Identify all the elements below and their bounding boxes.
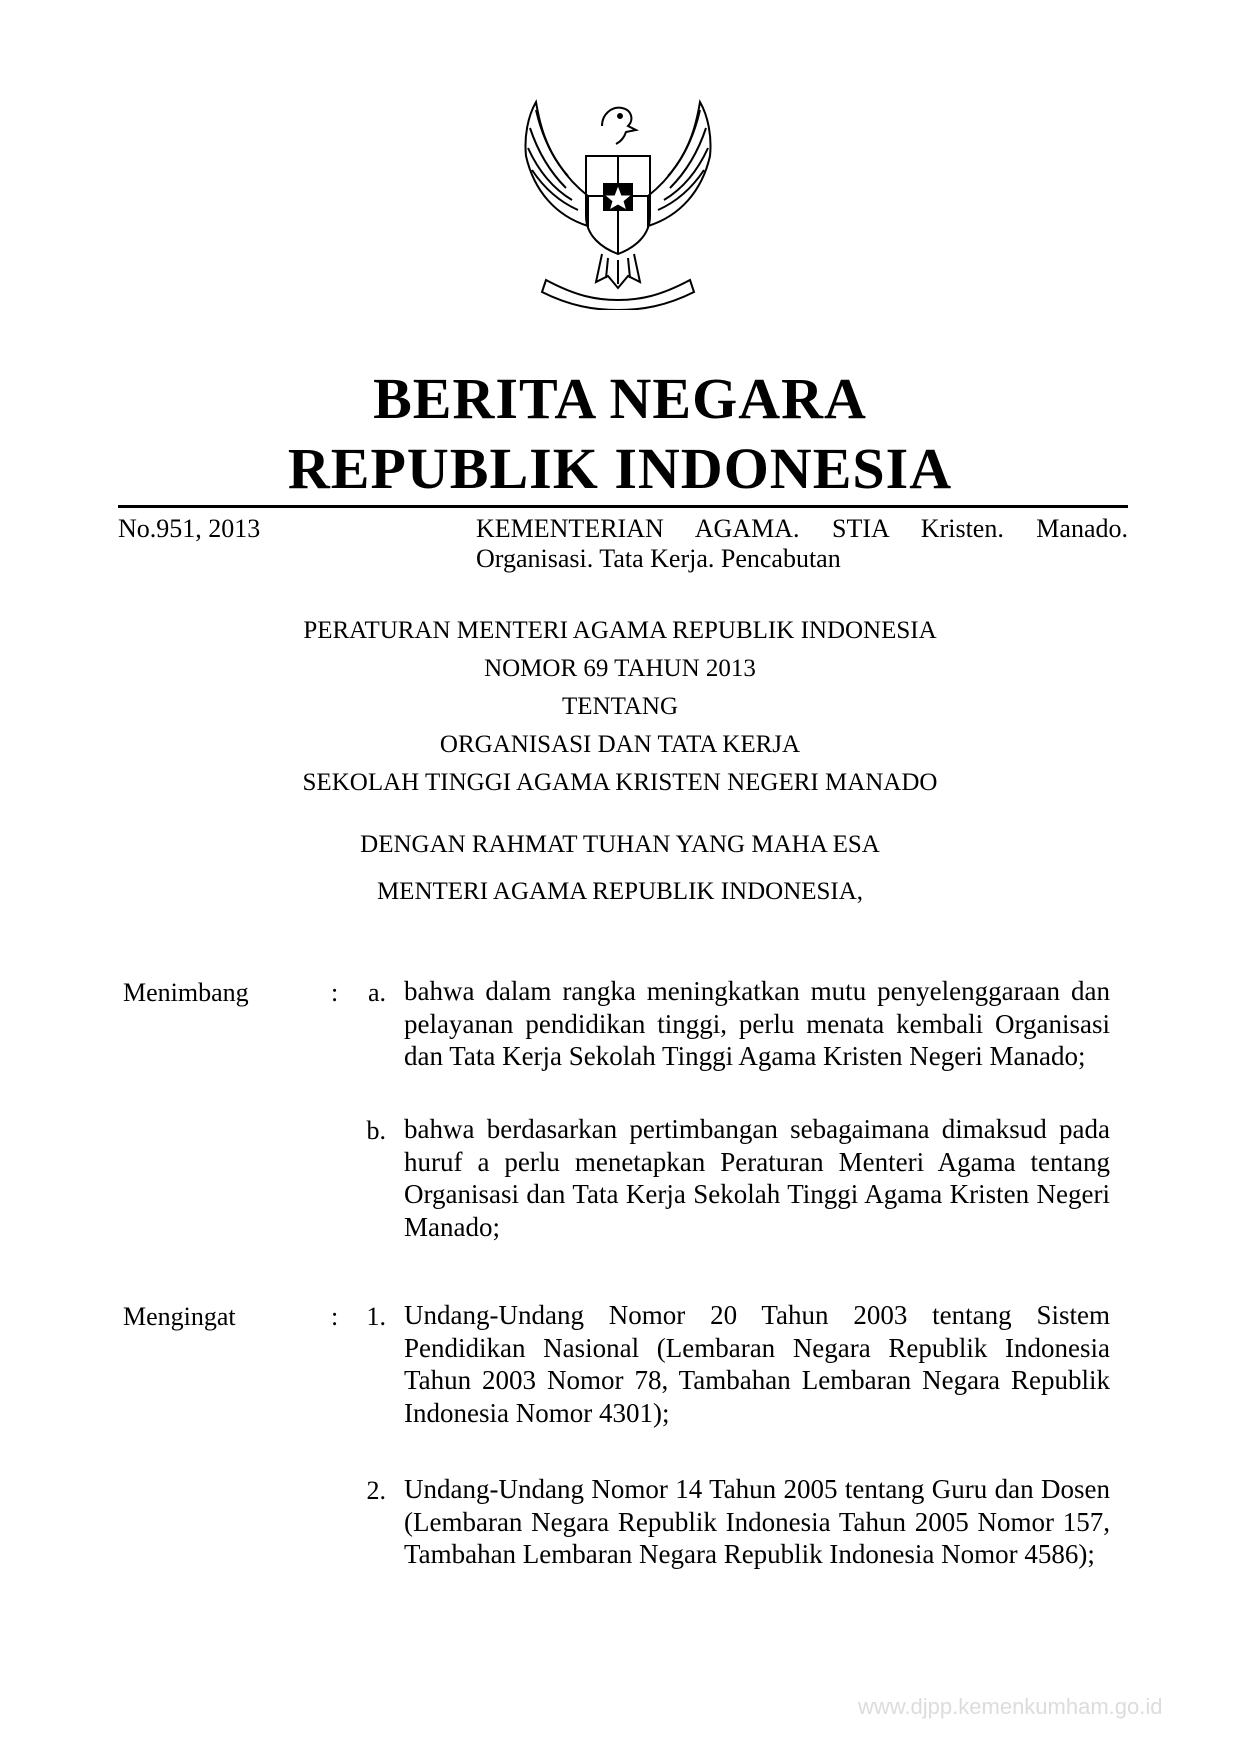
issue-topic bbox=[476, 514, 1128, 574]
menimbang-colon: : bbox=[331, 978, 339, 1007]
regulation-line-1: PERATURAN MENTERI AGAMA REPUBLIK INDONESIA bbox=[303, 617, 937, 644]
mengingat-marker-1: 1. bbox=[366, 1302, 386, 1331]
regulation-line-3: TENTANG bbox=[561, 693, 679, 720]
opening-formula bbox=[0, 821, 1240, 915]
garuda-emblem-icon bbox=[516, 96, 720, 310]
mengingat-marker-2: 2. bbox=[366, 1476, 386, 1505]
masthead-divider bbox=[118, 505, 1128, 508]
regulation-line-2: NOMOR 69 TAHUN 2013 bbox=[484, 655, 756, 682]
watermark: www.djpp.kemenkumham.go.id bbox=[858, 1694, 1163, 1719]
menimbang-item-b: bahwa berdasarkan pertimbangan sebagaimana dimaksud pada huruf a perlu menetapkan Peraturan Menteri Agama tentang Organisasi dan Tata Kerja Sekolah Tinggi Agama Kristen Negeri Manado; bbox=[404, 1114, 1110, 1242]
mengingat-item-1: Undang-Undang Nomor 20 Tahun 2003 tentang Sistem Pendidikan Nasional (Lembaran Negara Republik Indonesia Tahun 2003 Nomor 78, Tambahan Lembaran Negara Republik Indonesia Nomor 4301); bbox=[404, 1300, 1110, 1428]
menimbang-label: Menimbang bbox=[123, 978, 249, 1007]
mengingat-item-2: Undang-Undang Nomor 14 Tahun 2005 tentang Guru dan Dosen (Lembaran Negara Republik Indonesia Tahun 2005 Nomor 157, Tambahan Lembaran Negara Republik Indonesia Nomor 4586); bbox=[404, 1474, 1110, 1569]
masthead-line-1: BERITA NEGARA bbox=[373, 366, 867, 431]
regulation-line-4: ORGANISASI DAN TATA KERJA bbox=[439, 731, 801, 758]
regulation-line-5: SEKOLAH TINGGI AGAMA KRISTEN NEGERI MANADO bbox=[302, 769, 938, 796]
menimbang-marker-b: b. bbox=[366, 1116, 386, 1145]
opening-line-2: MENTERI AGAMA REPUBLIK INDONESIA, bbox=[376, 878, 864, 905]
masthead-line-2: REPUBLIK INDONESIA bbox=[287, 436, 953, 501]
issue-topic-line-2: Organisasi. Tata Kerja. Pencabutan bbox=[476, 544, 841, 573]
issue-topic-line-1: KEMENTERIAN AGAMA. STIA Kristen. Manado. bbox=[476, 514, 1128, 543]
opening-line-1: DENGAN RAHMAT TUHAN YANG MAHA ESA bbox=[360, 831, 880, 858]
menimbang-marker-a: a. bbox=[367, 978, 386, 1007]
issue-number: No.951, 2013 bbox=[118, 514, 261, 543]
mengingat-label: Mengingat bbox=[123, 1302, 236, 1331]
regulation-title bbox=[0, 612, 1240, 802]
mengingat-colon: : bbox=[331, 1302, 339, 1331]
menimbang-item-a: bahwa dalam rangka meningkatkan mutu penyelenggaraan dan pelayanan pendidikan tinggi, perlu menata kembali Organisasi dan Tata Kerja Sekolah Tinggi Agama Kristen Negeri Manado; bbox=[404, 976, 1110, 1071]
